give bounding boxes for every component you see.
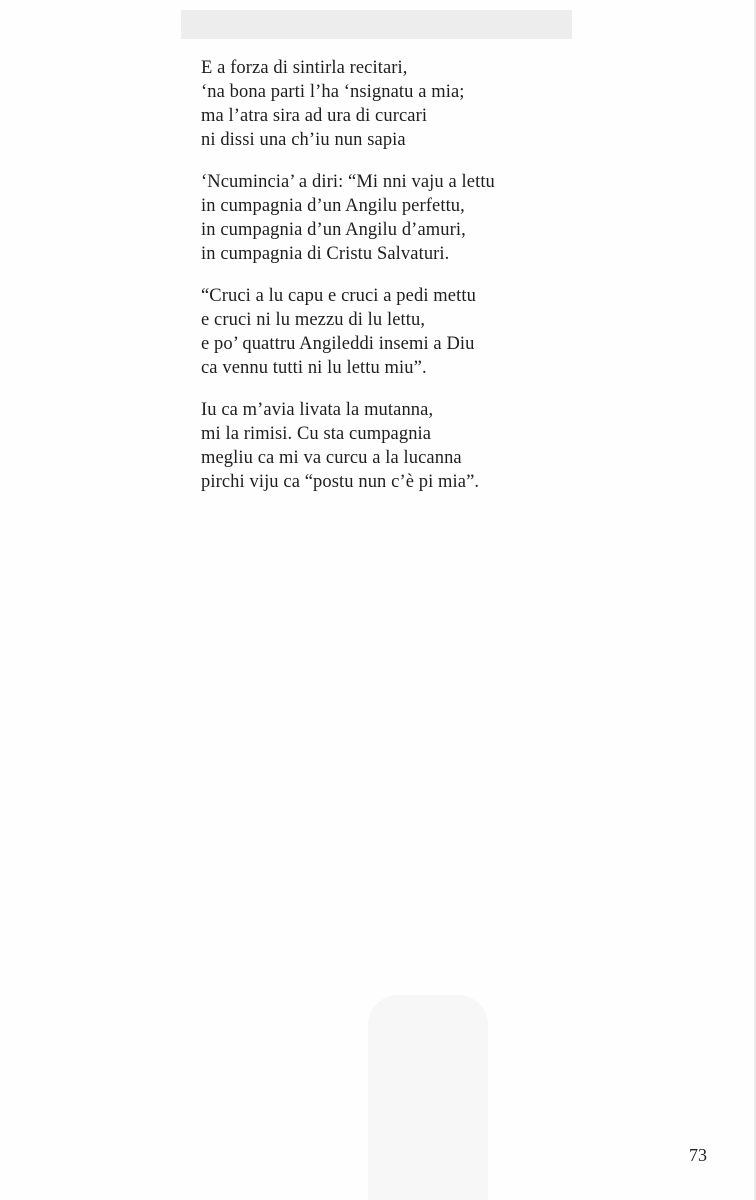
poem-line: ‘na bona parti l’ha ‘nsignatu a mia;	[201, 82, 465, 102]
poem-line: e po’ quattru Angileddi insemi a Diu	[201, 334, 475, 354]
poem-line: in cumpagnia d’un Angilu perfettu,	[201, 196, 465, 216]
stanza-4	[201, 398, 601, 494]
poem-line: in cumpagnia d’un Angilu d’amuri,	[201, 220, 466, 240]
page-number: 73	[689, 1145, 707, 1165]
poem-line: mi la rimisi. Cu sta cumpagnia	[201, 424, 432, 444]
poem-line: pirchi viju ca “postu nun c’è pi mia”.	[201, 472, 480, 492]
poem-line: ma l’atra sira ad ura di curcari	[201, 106, 428, 126]
poem-line: “Cruci a lu capu e cruci a pedi mettu	[201, 286, 476, 306]
poem-line: ‘Ncumincia’ a diri: “Mi nni vaju a lettu	[201, 172, 495, 192]
poem	[201, 56, 601, 512]
poem-line: ni dissi una ch’iu nun sapia	[201, 130, 406, 150]
poem-line: ca vennu tutti ni lu lettu miu”.	[201, 358, 427, 378]
faint-background-shape	[368, 995, 488, 1200]
poem-line: e cruci ni lu mezzu di lu lettu,	[201, 310, 426, 330]
poem-line: E a forza di sintirla recitari,	[201, 58, 408, 78]
header-strip	[181, 10, 572, 39]
stanza-3	[201, 284, 601, 380]
poem-line: Iu ca m’avia livata la mutanna,	[201, 400, 434, 420]
stanza-2	[201, 170, 601, 266]
poem-line: in cumpagnia di Cristu Salvaturi.	[201, 244, 450, 264]
stanza-1	[201, 56, 601, 152]
poem-line: megliu ca mi va curcu a la lucanna	[201, 448, 462, 468]
